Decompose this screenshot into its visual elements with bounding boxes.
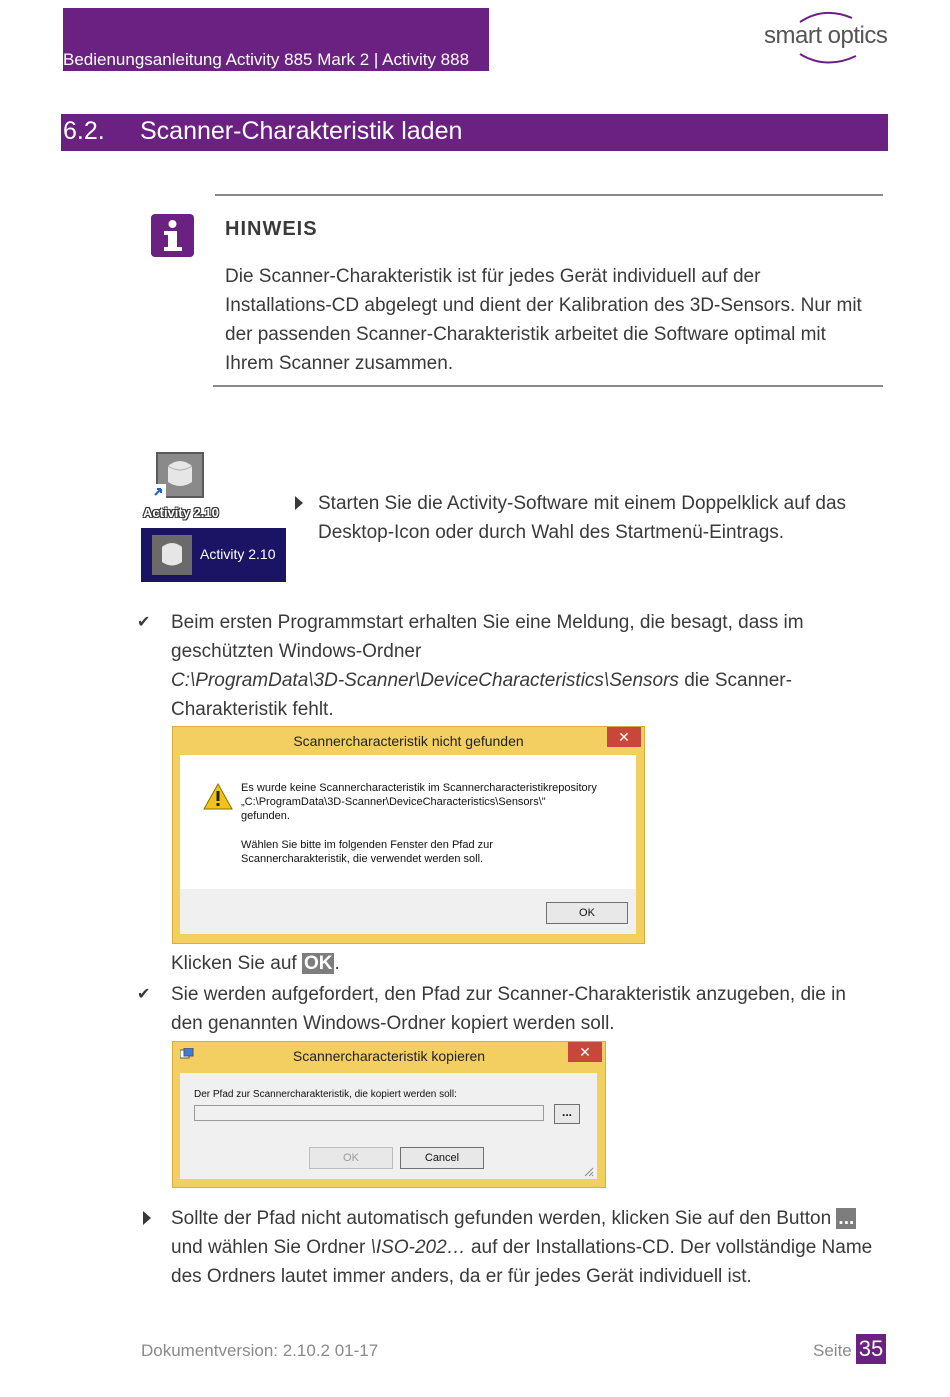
- step3-text: Sie werden aufgefordert, den Pfad zur Scanner-Charakteristik anzugeben, die in den genannten Windows-Ordner kopiert werden soll.: [171, 984, 846, 1034]
- info-icon: [151, 214, 194, 257]
- folder-path: C:\ProgramData\3D-Scanner\DeviceCharacteristics\Sensors: [171, 670, 679, 691]
- dialog-message: Es wurde keine Scannercharacteristik im Scannercharacteristikrepository „C:\ProgramData\3D-Scanner\DeviceCharacteristics\Sensors\" gefunden. Wählen Sie bitte im folgenden Fenster den Pfad zur Scannercharakteristik, die verwendet werden soll.: [241, 782, 597, 865]
- step1-line: Desktop-Icon oder durch Wahl des Startmenü-Eintrags.: [318, 522, 785, 543]
- note-bottom-rule: [213, 385, 883, 387]
- note-heading: HINWEIS: [225, 218, 318, 240]
- page-number: 35: [856, 1334, 886, 1364]
- dialog-message-area: [180, 755, 636, 889]
- step2-line: Charakteristik fehlt.: [171, 699, 334, 720]
- note-line: der passenden Scanner-Charakteristik arbeitet die Software optimal mit: [225, 324, 826, 345]
- header-title: Bedienungsanleitung Activity 885 Mark 2 | Activity 888: [63, 50, 470, 69]
- section-title: Scanner-Charakteristik laden: [140, 117, 463, 145]
- dialog-copy: [172, 1041, 606, 1188]
- logo: [760, 8, 890, 68]
- dialog-button-area: [180, 889, 636, 934]
- startmenu-entry-label: Activity 2.10: [200, 546, 276, 562]
- note-line: Ihrem Scanner zusammen.: [225, 353, 454, 374]
- folder-name: \ISO-202…: [370, 1237, 466, 1258]
- dialog-title: Scannercharacteristik kopieren: [292, 1048, 486, 1064]
- close-icon[interactable]: ✕: [568, 1042, 602, 1062]
- logo-text: smart optics: [764, 22, 888, 49]
- resize-grip-icon[interactable]: [582, 1165, 594, 1177]
- ok-chip: OK: [303, 953, 333, 974]
- step2-line: geschützten Windows-Ordner: [171, 641, 422, 662]
- step2-line: Beim ersten Programmstart erhalten Sie eine Meldung, die besagt, dass im: [171, 612, 804, 633]
- warning-icon: [203, 783, 233, 810]
- section-number: 6.2.: [63, 117, 105, 145]
- note-top-rule: [215, 194, 883, 196]
- path-label: Der Pfad zur Scannercharakteristik, die kopiert werden soll:: [194, 1089, 457, 1100]
- header-bar: [63, 8, 489, 71]
- step1-text: [318, 489, 898, 547]
- note-line: Die Scanner-Charakteristik ist für jedes Gerät individuell auf der: [225, 266, 761, 287]
- dialog-title: Scannercharacteristik nicht gefunden: [293, 733, 524, 749]
- browse-chip: ...: [838, 1208, 855, 1229]
- cancel-button[interactable]: Cancel: [400, 1147, 484, 1169]
- activity-desktop-icon[interactable]: [152, 452, 204, 500]
- ok-button-disabled[interactable]: OK: [309, 1147, 393, 1169]
- ok-button[interactable]: OK: [546, 902, 628, 924]
- browse-button[interactable]: ...: [554, 1104, 580, 1124]
- note-body: [225, 262, 885, 378]
- checkmark-bullet-icon: ✔: [137, 986, 151, 1003]
- arrow-bullet-icon: [143, 1211, 151, 1225]
- section-heading: [61, 114, 888, 151]
- document-version: Dokumentversion: 2.10.2 01-17: [141, 1341, 379, 1360]
- step1-line: Starten Sie die Activity-Software mit einem Doppelklick auf das: [318, 493, 847, 514]
- activity-app-icon: [152, 535, 192, 575]
- close-icon[interactable]: ✕: [607, 727, 641, 747]
- step2-text: [171, 608, 891, 724]
- startmenu-entry[interactable]: [141, 528, 286, 582]
- click-ok-text: Klicken Sie auf OK .: [171, 953, 340, 974]
- arrow-bullet-icon: [295, 496, 303, 510]
- checkmark-bullet-icon: ✔: [137, 614, 151, 631]
- dialog-not-found: [172, 726, 645, 944]
- path-input[interactable]: [194, 1105, 544, 1121]
- dialog-body: [180, 1073, 597, 1179]
- step2-line: C:\ProgramData\3D-Scanner\DeviceCharacteristics\Sensors die Scanner-: [171, 670, 792, 691]
- note-line: Installations-CD abgelegt und dient der Kalibration des 3D-Sensors. Nur mit: [225, 295, 862, 316]
- page-label: Seite: [813, 1341, 852, 1360]
- desktop-icon-label: Activity 2.10: [143, 505, 219, 520]
- step4-text: Sollte der Pfad nicht automatisch gefunden werden, klicken Sie auf den Button ... und wählen Sie Ordner \ISO-202… auf der Installations-CD. Der vollständige Name des Ordners lautet immer anders, da er für jedes Gerät individuell ist.: [171, 1208, 873, 1287]
